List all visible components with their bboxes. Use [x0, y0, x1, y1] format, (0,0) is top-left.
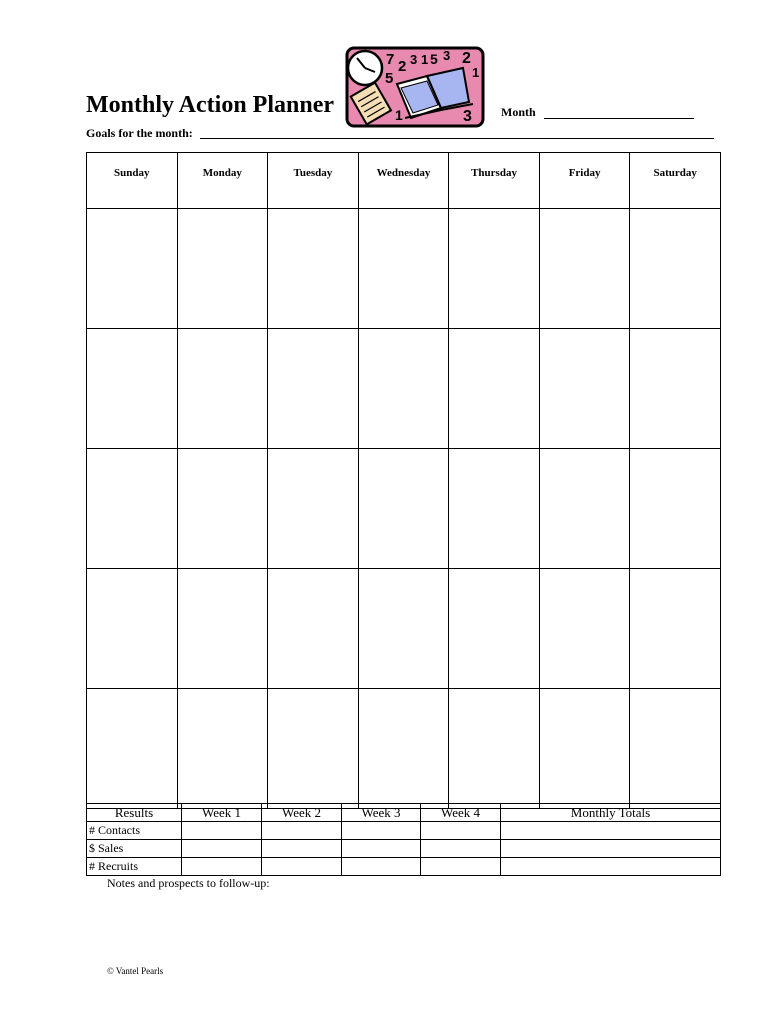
result-cell[interactable] — [262, 822, 342, 840]
clipart-number: 3 — [463, 108, 472, 125]
calendar-header-row — [87, 153, 721, 209]
day-cell[interactable] — [177, 449, 268, 569]
day-cell[interactable] — [449, 569, 540, 689]
day-cell[interactable] — [177, 689, 268, 809]
day-header: Tuesday — [268, 153, 359, 209]
clipart-number: 3 — [410, 52, 418, 67]
clipart-number: 1 — [472, 65, 480, 80]
day-cell[interactable] — [268, 569, 359, 689]
result-cell[interactable] — [262, 840, 342, 858]
result-cell[interactable] — [501, 858, 721, 876]
result-cell[interactable] — [182, 858, 262, 876]
week-header: Week 4 — [421, 804, 501, 822]
day-cell[interactable] — [449, 449, 540, 569]
day-cell[interactable] — [177, 209, 268, 329]
clipart-number: 2 — [462, 50, 471, 67]
day-cell[interactable] — [539, 209, 630, 329]
day-cell[interactable] — [539, 569, 630, 689]
notes-label: Notes and prospects to follow-up: — [107, 876, 270, 890]
result-cell[interactable] — [421, 840, 501, 858]
results-table — [86, 803, 721, 876]
day-header: Wednesday — [358, 153, 449, 209]
week-header: Week 1 — [182, 804, 262, 822]
day-cell[interactable] — [539, 449, 630, 569]
day-cell[interactable] — [539, 329, 630, 449]
day-cell[interactable] — [630, 569, 721, 689]
clipart-number: 2 — [398, 58, 407, 75]
results-header: Results — [87, 804, 182, 822]
clipart-number: 7 — [386, 51, 395, 68]
result-cell[interactable] — [501, 822, 721, 840]
day-cell[interactable] — [268, 329, 359, 449]
results-row — [87, 858, 721, 876]
clipart-number: 1 — [395, 107, 403, 123]
result-cell[interactable] — [182, 840, 262, 858]
day-cell[interactable] — [358, 449, 449, 569]
day-cell[interactable] — [268, 449, 359, 569]
calendar-clock-book-clipart — [345, 46, 485, 128]
day-cell[interactable] — [630, 209, 721, 329]
week-row — [87, 209, 721, 329]
result-cell[interactable] — [342, 840, 421, 858]
day-cell[interactable] — [358, 209, 449, 329]
day-cell[interactable] — [358, 329, 449, 449]
week-row — [87, 569, 721, 689]
goals-label: Goals for the month: — [86, 126, 193, 140]
result-cell[interactable] — [501, 840, 721, 858]
row-label: # Contacts — [87, 822, 182, 840]
page-title: Monthly Action Planner — [86, 92, 335, 118]
day-cell[interactable] — [358, 689, 449, 809]
day-cell[interactable] — [630, 329, 721, 449]
day-cell[interactable] — [177, 569, 268, 689]
result-cell[interactable] — [262, 858, 342, 876]
day-cell[interactable] — [177, 329, 268, 449]
results-row — [87, 822, 721, 840]
day-cell[interactable] — [449, 209, 540, 329]
results-header-row — [87, 804, 721, 822]
day-cell[interactable] — [87, 689, 178, 809]
clipart-number: 3 — [443, 48, 451, 63]
day-cell[interactable] — [630, 449, 721, 569]
row-label: $ Sales — [87, 840, 182, 858]
day-header: Saturday — [630, 153, 721, 209]
week-row — [87, 449, 721, 569]
month-field[interactable] — [544, 118, 694, 119]
results-row — [87, 840, 721, 858]
day-cell[interactable] — [87, 569, 178, 689]
month-label: Month — [501, 105, 536, 119]
day-cell[interactable] — [358, 569, 449, 689]
clipart-number: 1 — [421, 52, 429, 67]
day-header: Thursday — [449, 153, 540, 209]
day-header: Friday — [539, 153, 630, 209]
day-cell[interactable] — [87, 209, 178, 329]
day-cell[interactable] — [268, 689, 359, 809]
week-row — [87, 329, 721, 449]
calendar-grid — [86, 152, 721, 809]
clipart-number: 5 — [430, 51, 438, 67]
day-cell[interactable] — [449, 329, 540, 449]
week-header: Week 2 — [262, 804, 342, 822]
week-row — [87, 689, 721, 809]
day-cell[interactable] — [630, 689, 721, 809]
result-cell[interactable] — [342, 822, 421, 840]
result-cell[interactable] — [182, 822, 262, 840]
result-cell[interactable] — [342, 858, 421, 876]
day-cell[interactable] — [87, 449, 178, 569]
day-header: Sunday — [87, 153, 178, 209]
day-cell[interactable] — [87, 329, 178, 449]
week-header: Week 3 — [342, 804, 421, 822]
day-cell[interactable] — [449, 689, 540, 809]
day-cell[interactable] — [539, 689, 630, 809]
copyright-text: © Vantel Pearls — [107, 966, 164, 976]
goals-field[interactable] — [200, 138, 714, 139]
day-cell[interactable] — [268, 209, 359, 329]
monthly-totals-header: Monthly Totals — [501, 804, 721, 822]
clipart-number: 5 — [385, 70, 394, 87]
result-cell[interactable] — [421, 858, 501, 876]
row-label: # Recruits — [87, 858, 182, 876]
day-header: Monday — [177, 153, 268, 209]
result-cell[interactable] — [421, 822, 501, 840]
